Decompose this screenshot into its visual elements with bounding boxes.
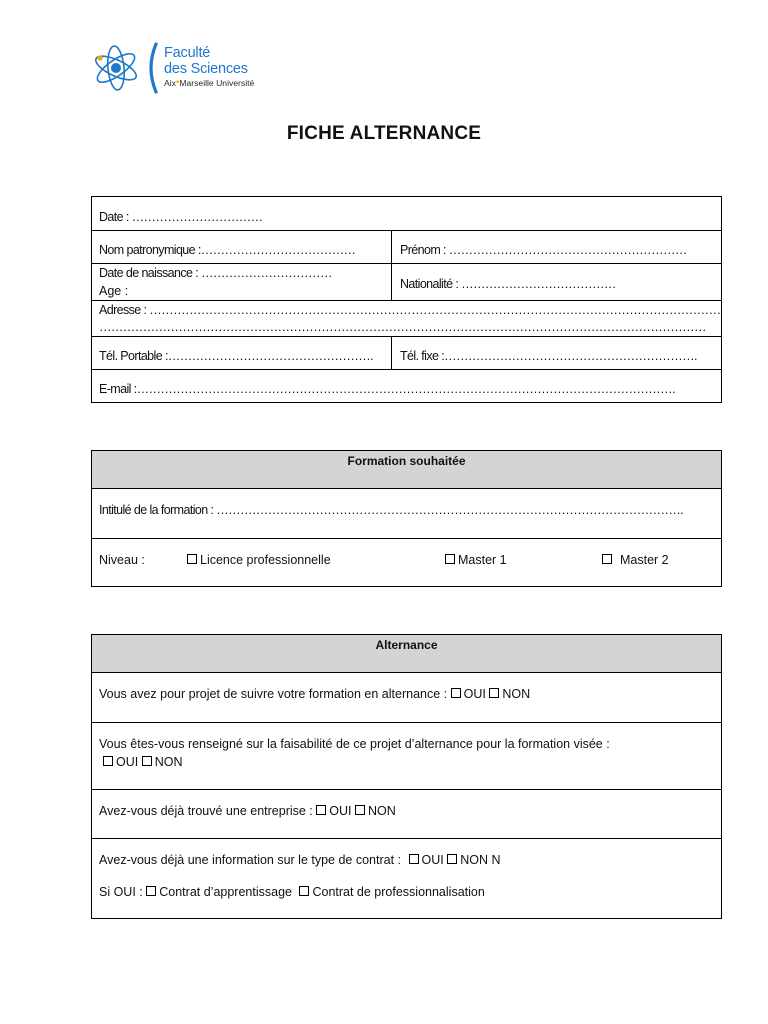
row-intitule [92, 488, 721, 539]
question-4 [99, 853, 501, 867]
option-master-1[interactable]: Master 1 [445, 553, 507, 567]
contrat-professionnalisation-label: Contrat de professionnalisation [312, 885, 485, 899]
row-q2 [92, 722, 721, 790]
adresse-line-1[interactable]: Adresse : ……………………………………………………………………………………………………………………………… [99, 303, 721, 317]
row-date [92, 197, 721, 230]
logo-aix: Aix [164, 78, 176, 88]
checkbox-professionnalisation-icon[interactable] [299, 886, 309, 896]
niveau-label: Niveau : [99, 553, 145, 567]
formation-header-label: Formation souhaitée [347, 454, 466, 468]
checkbox-icon[interactable] [602, 554, 612, 564]
question-1-label: Vous avez pour projet de suivre votre formation en alternance : [99, 687, 448, 701]
oui-label: OUI [463, 687, 486, 701]
logo-marseille: Marseille Université [179, 78, 255, 88]
checkbox-icon[interactable] [187, 554, 197, 564]
nom-field[interactable]: Nom patronymique :………………………………… [99, 243, 356, 257]
naissance-field[interactable]: Date de naissance : …………………………… [99, 266, 332, 280]
row-q1 [92, 672, 721, 723]
question-3 [99, 804, 396, 818]
oui-label: OUI [116, 755, 139, 769]
alternance-section [91, 634, 722, 919]
question-2-options [103, 755, 183, 769]
alternance-header [92, 635, 721, 672]
tel-fixe-field[interactable]: Tél. fixe :………………………………………………………. [400, 349, 697, 363]
contrat-apprentissage-label: Contrat d’apprentissage [159, 885, 292, 899]
date-field[interactable]: Date : …………………………… [99, 210, 263, 224]
formation-header [92, 451, 721, 488]
row-telephones [92, 336, 721, 370]
checkbox-non-icon[interactable] [489, 688, 499, 698]
non-label: NON [368, 804, 396, 818]
non-label: NON [502, 687, 531, 701]
checkbox-icon[interactable] [445, 554, 455, 564]
formation-section [91, 450, 722, 587]
prenom-field[interactable]: Prénom : …………………………………………………… [400, 243, 687, 257]
checkbox-non-icon[interactable] [142, 756, 152, 766]
intitule-field[interactable]: Intitulé de la formation : ………………………………………………………………………………………………………. [99, 503, 684, 517]
logo-wordmark [164, 46, 254, 88]
question-4-label: Avez-vous déjà une information sur le type de contrat : [99, 853, 402, 867]
tel-portable-field[interactable]: Tél. Portable :……………………………………………. [99, 349, 373, 363]
non-label: NON [154, 755, 183, 769]
row-email [92, 369, 721, 403]
option-licence-pro[interactable]: Licence professionnelle [187, 553, 331, 567]
question-2-label: Vous êtes-vous renseigné sur la faisabilité de ce projet d’alternance pour la formation visée : [99, 737, 610, 751]
adresse-line-2[interactable]: ……………………………………………………………………………………………………………………………………… [99, 320, 706, 334]
age-field[interactable]: Age : [99, 284, 129, 298]
row-naissance-nationalite [92, 263, 721, 301]
oui-label: OUI [421, 853, 444, 867]
row-q4 [92, 838, 721, 919]
logo-line-3 [164, 79, 254, 88]
option-master-2[interactable]: Master 2 [602, 553, 669, 567]
nationalite-field[interactable]: Nationalité : ………………………………… [400, 277, 616, 291]
non-n-label: NON N [460, 853, 501, 867]
si-oui-label: Si OUI : [99, 885, 143, 899]
email-field[interactable]: E-mail :………………………………………………………………………………………………………………………. [99, 382, 675, 396]
logo-line-1: Faculté [164, 45, 211, 61]
contract-type [99, 885, 485, 899]
identity-section [91, 196, 722, 403]
logo-line-2: des Sciences [164, 60, 248, 77]
checkbox-oui-icon[interactable] [103, 756, 113, 766]
checkbox-non-icon[interactable] [355, 805, 365, 815]
row-q3 [92, 789, 721, 839]
checkbox-oui-icon[interactable] [409, 854, 419, 864]
question-1 [99, 687, 530, 701]
row-nom-prenom [92, 230, 721, 264]
checkbox-oui-icon[interactable] [451, 688, 461, 698]
question-3-label: Avez-vous déjà trouvé une entreprise : [99, 804, 313, 818]
row-niveau [92, 538, 721, 587]
logo-star: * [175, 78, 180, 88]
checkbox-apprentissage-icon[interactable] [146, 886, 156, 896]
alternance-header-label: Alternance [375, 638, 438, 652]
checkbox-non-icon[interactable] [447, 854, 457, 864]
oui-label: OUI [329, 804, 352, 818]
checkbox-oui-icon[interactable] [316, 805, 326, 815]
row-adresse [92, 300, 721, 337]
page-title: FICHE ALTERNANCE [286, 123, 482, 144]
